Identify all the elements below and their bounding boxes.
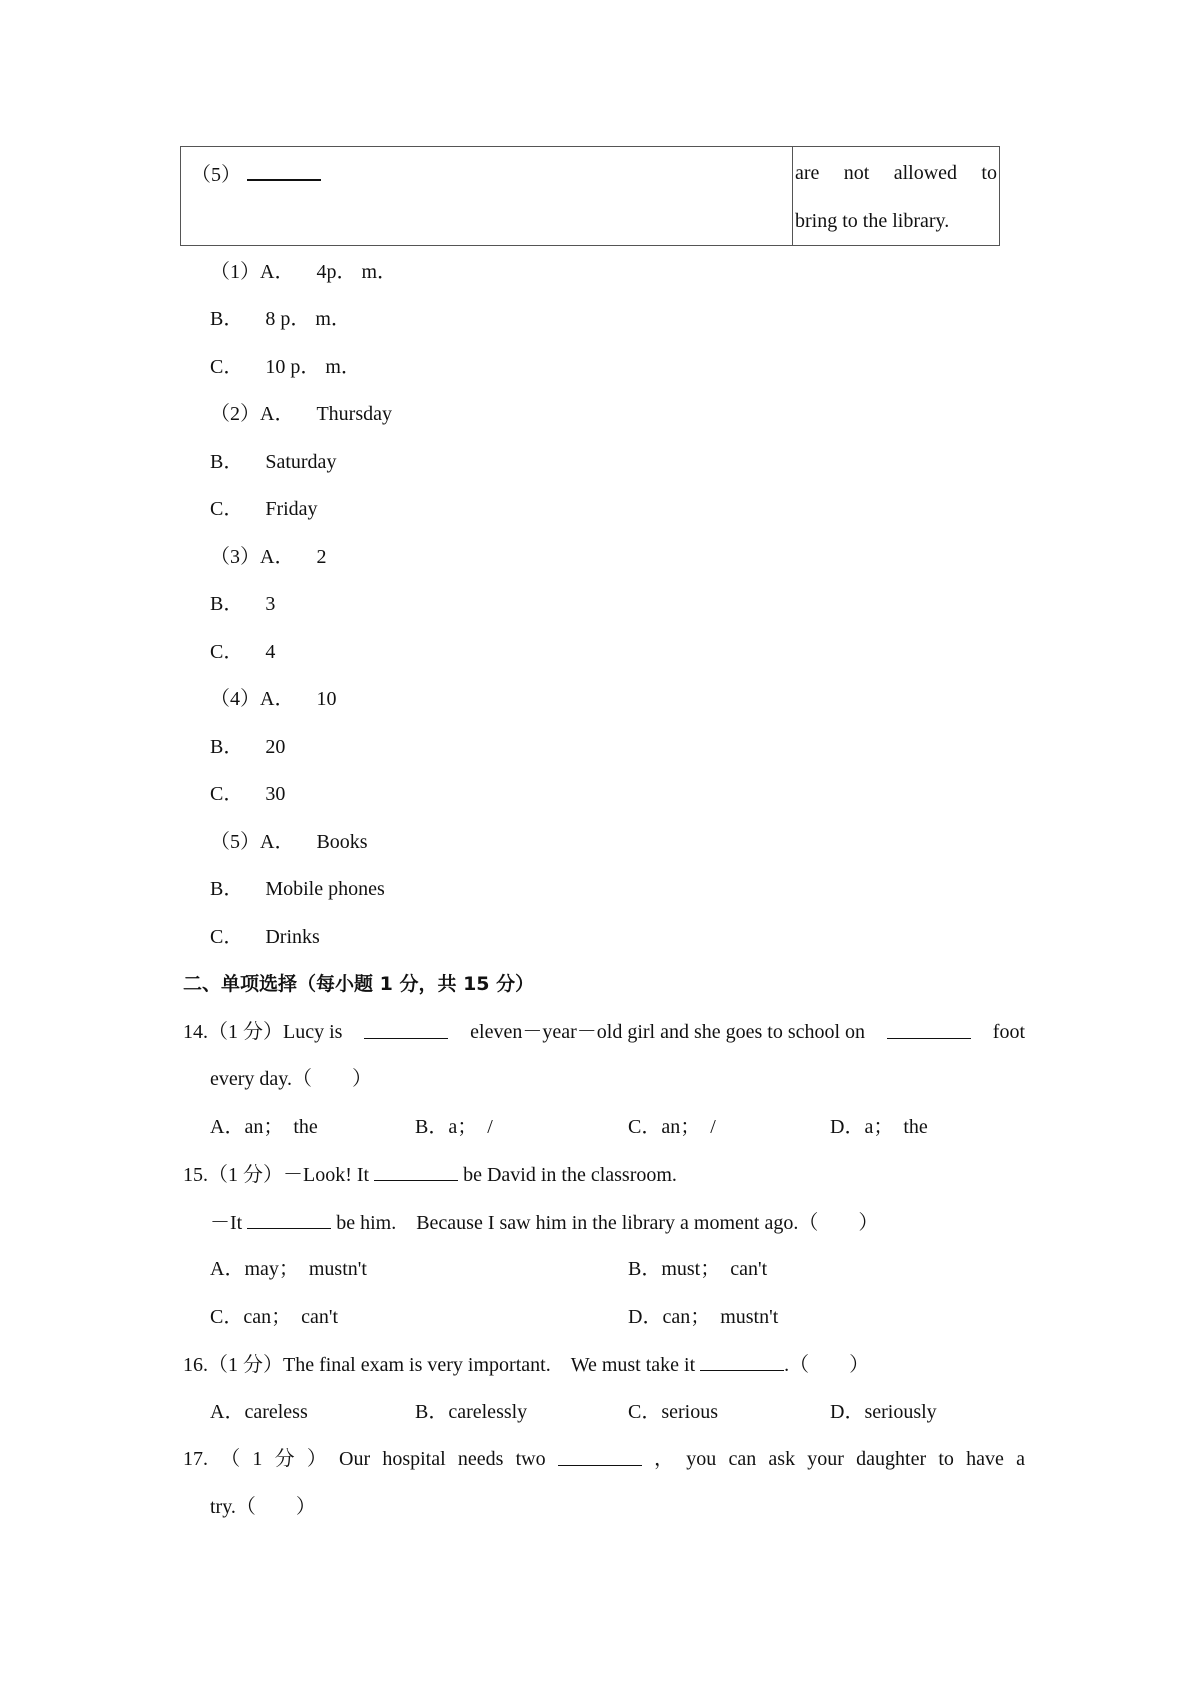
- option-letter: A．: [260, 261, 295, 283]
- option-letter: C．: [210, 926, 244, 948]
- q14-mid: eleven－year－old girl and she goes to school on: [470, 1021, 866, 1043]
- option-letter: B．: [210, 878, 244, 900]
- option-text: Drinks: [265, 926, 320, 948]
- q16-prefix: 16.（1 分）The final exam is very important. We must take it: [183, 1354, 696, 1376]
- option-a[interactable]: A．may； mustn't: [210, 1258, 367, 1280]
- q17-word: needs: [457, 1448, 504, 1470]
- rules-table: [180, 146, 1000, 246]
- option-b[interactable]: B．carelessly: [415, 1401, 528, 1423]
- option-4b[interactable]: [210, 735, 285, 759]
- option-text: 10: [316, 688, 337, 710]
- q17-word: two: [515, 1448, 546, 1470]
- q17-word: 1: [252, 1448, 263, 1470]
- q17-word: ask: [768, 1448, 796, 1470]
- q17-word: a: [1016, 1448, 1025, 1470]
- option-1b[interactable]: [210, 307, 351, 331]
- q15-line2-prefix: －It: [210, 1212, 243, 1234]
- answer-blank[interactable]: [558, 1447, 642, 1466]
- option-text: 8 p． m．: [265, 308, 351, 330]
- q17-word: 分: [274, 1448, 295, 1470]
- option-text: 10 p． m．: [265, 356, 361, 378]
- question-15-line2: [210, 1210, 878, 1235]
- table-cell-blank: [181, 147, 793, 245]
- q15-line2-end: be him. Because I saw him in the library a moment ago.（ ）: [336, 1212, 879, 1234]
- option-text: 30: [265, 783, 286, 805]
- option-text: 4p． m．: [316, 261, 398, 283]
- option-d[interactable]: D．can； mustn't: [628, 1306, 779, 1328]
- q15-prefix: 15.（1 分）－Look! It: [183, 1164, 370, 1186]
- question-15-options-row2: [210, 1305, 990, 1329]
- answer-blank[interactable]: [247, 161, 321, 181]
- option-c[interactable]: C．an； /: [628, 1116, 716, 1138]
- q17-word: your: [807, 1448, 844, 1470]
- question-15-options-row1: [210, 1257, 990, 1281]
- option-c[interactable]: C．can； can't: [210, 1306, 339, 1328]
- option-d[interactable]: D．a； the: [830, 1116, 928, 1138]
- q15-end: be David in the classroom.: [463, 1164, 677, 1186]
- question-16-line1: [183, 1352, 869, 1377]
- option-letter: C．: [210, 641, 244, 663]
- option-2b[interactable]: [210, 450, 336, 474]
- q17-word: hospital: [382, 1448, 446, 1470]
- option-text: Friday: [265, 498, 318, 520]
- q17-word: ，: [654, 1448, 675, 1470]
- question-number: （4）: [210, 688, 260, 710]
- q17-word: （: [220, 1448, 241, 1470]
- option-1a[interactable]: [210, 260, 397, 284]
- answer-blank[interactable]: [364, 1020, 448, 1039]
- rule-line-1: [795, 161, 997, 185]
- option-letter: A．: [260, 831, 295, 853]
- q17-word: ）: [306, 1448, 327, 1470]
- rule-word: allowed: [893, 162, 958, 184]
- answer-blank[interactable]: [887, 1020, 971, 1039]
- answer-blank[interactable]: [247, 1210, 331, 1229]
- option-5a[interactable]: [210, 830, 368, 854]
- question-15-line1: [183, 1162, 677, 1187]
- option-letter: A．: [260, 688, 295, 710]
- rule-word: are: [795, 162, 820, 184]
- blank-item-5: [191, 161, 321, 187]
- rule-word: to: [981, 162, 997, 184]
- option-letter: B．: [210, 308, 244, 330]
- question-17-line2: try.（ ）: [210, 1496, 316, 1518]
- section-title: 二、单项选择（每小题 1 分，共 15 分）: [183, 973, 535, 995]
- question-14-line1: [183, 1020, 1025, 1044]
- option-letter: A．: [260, 546, 295, 568]
- question-16-options: [210, 1400, 990, 1424]
- question-number: （2）: [210, 403, 260, 425]
- q14-end: foot: [992, 1021, 1025, 1043]
- option-letter: B．: [210, 736, 244, 758]
- q14-prefix: 14.（1 分）Lucy is: [183, 1021, 343, 1043]
- option-2a[interactable]: [210, 402, 392, 426]
- q17-word: can: [728, 1448, 757, 1470]
- answer-blank[interactable]: [374, 1162, 458, 1181]
- option-text: Saturday: [265, 451, 337, 473]
- option-text: 2: [316, 546, 327, 568]
- question-14-options: [210, 1115, 990, 1139]
- option-4a[interactable]: [210, 687, 336, 711]
- option-3a[interactable]: [210, 545, 326, 569]
- option-b[interactable]: B．must； can't: [628, 1258, 768, 1280]
- blank-label: （5）: [191, 164, 241, 186]
- option-text: 20: [265, 736, 286, 758]
- option-a[interactable]: A．careless: [210, 1401, 308, 1423]
- option-b[interactable]: B．a； /: [415, 1116, 493, 1138]
- option-5c[interactable]: [210, 925, 320, 949]
- q17-word: you: [686, 1448, 717, 1470]
- option-letter: C．: [210, 356, 244, 378]
- option-text: 3: [265, 593, 276, 615]
- option-4c[interactable]: [210, 782, 285, 806]
- option-a[interactable]: A．an； the: [210, 1116, 318, 1138]
- q17-word: to: [938, 1448, 954, 1470]
- q17-word: daughter: [856, 1448, 927, 1470]
- q17-word: have: [966, 1448, 1004, 1470]
- option-text: 4: [265, 641, 276, 663]
- option-letter: C．: [210, 498, 244, 520]
- option-1c[interactable]: [210, 355, 361, 379]
- option-letter: A．: [260, 403, 295, 425]
- option-text: Mobile phones: [265, 878, 385, 900]
- option-c[interactable]: C．serious: [628, 1401, 718, 1423]
- option-d[interactable]: D．seriously: [830, 1401, 937, 1423]
- option-text: Thursday: [316, 403, 392, 425]
- option-letter: B．: [210, 451, 244, 473]
- q16-end: .（ ）: [784, 1354, 870, 1376]
- question-number: （1）: [210, 261, 260, 283]
- question-14-line2: every day.（ ）: [210, 1068, 372, 1090]
- table-cell-rule: [793, 147, 999, 245]
- rule-word: not: [843, 162, 870, 184]
- option-letter: B．: [210, 593, 244, 615]
- q17-word: Our: [339, 1448, 371, 1470]
- option-5b[interactable]: [210, 877, 385, 901]
- option-2c[interactable]: [210, 497, 318, 521]
- option-text: Books: [316, 831, 368, 853]
- answer-blank[interactable]: [700, 1352, 784, 1371]
- question-number: （5）: [210, 831, 260, 853]
- option-letter: C．: [210, 783, 244, 805]
- option-3b[interactable]: [210, 592, 275, 616]
- rule-line-2: bring to the library.: [795, 210, 950, 232]
- question-number: （3）: [210, 546, 260, 568]
- q17-word: 17.: [183, 1448, 208, 1470]
- question-17-line1: [183, 1447, 1025, 1471]
- option-3c[interactable]: [210, 640, 275, 664]
